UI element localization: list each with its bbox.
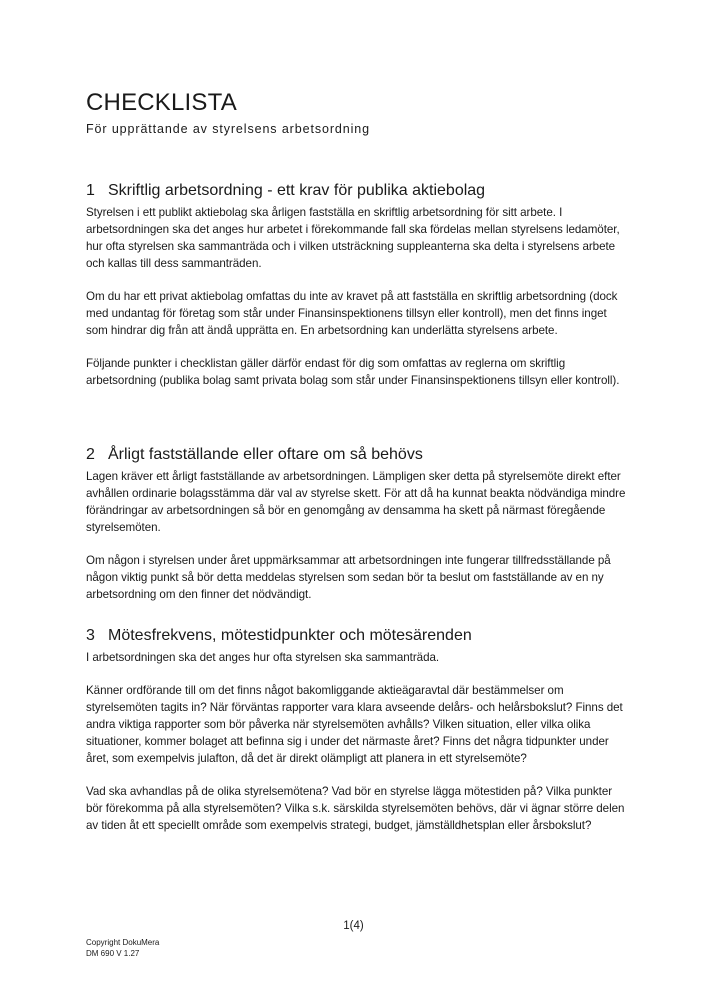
footer-copyright-block	[86, 937, 159, 959]
paragraph: Om någon i styrelsen under året uppmärksammar att arbetsordningen inte fungerar tillfredsställande på någon viktig punkt så bör detta meddelas styrelsen som sedan bör ta beslut om fastställande av en ny arbetsordning om den finner det nödvändigt.	[86, 554, 611, 601]
section-3	[86, 625, 626, 850]
paragraph: Om du har ett privat aktiebolag omfattas du inte av kravet på att fastställa en skriftlig arbetsordning (dock med undantag för företag som står under Finansinspektionens tillsyn eller kontroll), men det finns inget som hindrar dig från att ändå upprätta en. En arbetsordning kan underlätta styrelsens arbete.	[86, 290, 618, 337]
section-heading-text: Skriftlig arbetsordning - ett krav för publika aktiebolag	[108, 182, 486, 199]
paragraph: I arbetsordningen ska det anges hur ofta styrelsen ska sammanträda.	[86, 651, 440, 664]
section-heading-text: Mötesfrekvens, mötestidpunkter och mötesärenden	[108, 627, 472, 644]
document-page	[86, 88, 626, 832]
document-subtitle: För upprättande av styrelsens arbetsordning	[86, 122, 370, 136]
section-number: 3	[86, 627, 95, 644]
section-2	[86, 444, 626, 619]
section-heading	[86, 625, 626, 647]
paragraph: Följande punkter i checklistan gäller därför endast för dig som omfattas av reglerna om skriftlig arbetsordning (publika bolag samt privata bolag som står under Finansinspektionens tillsyn eller kontroll).	[86, 357, 620, 387]
section-1	[86, 180, 626, 405]
section-heading	[86, 444, 626, 466]
section-heading	[86, 180, 626, 202]
section-heading-text: Årligt fastställande eller oftare om så behövs	[108, 446, 423, 463]
document-title: CHECKLISTA	[86, 89, 237, 116]
paragraph: Vad ska avhandlas på de olika styrelsemötena? Vad bör en styrelse lägga mötestiden på? Vilka punkter bör förekomma på alla styrelsemöten? Vilka s.k. särskilda styrelsemöten behövs, där vi ägnar större delen av tiden åt ett speciellt område som exempelvis strategi, budget, jämställdhetsplan eller årsbokslut?	[86, 785, 625, 832]
paragraph: Känner ordförande till om det finns något bakomliggande aktieägaravtal där bestämmelser om styrelsemöten tagits in? När förväntas rapporter vara klara avseende delårs- och helårsbokslut? Finns det andra viktiga rapporter som bör påverka när styrelsemöten avhålls? Vilken situation, eller vilka olika situationer, kommer bolaget att befinna sig i under det närmaste året? Finns det några tidpunkter under året, som exempelvis julafton, då det är direkt olämpligt att planera in ett styrelsemöte?	[86, 684, 623, 765]
section-number: 1	[86, 182, 95, 199]
copyright-text: Copyright DokuMera	[86, 938, 160, 947]
paragraph: Lagen kräver ett årligt fastställande av arbetsordningen. Lämpligen sker detta på styrelsemöte direkt efter avhållen ordinarie bolagsstämma där val av styrelse skett. För att då ha kunnat beakta nödvändiga mindre förändringar av arbetsordningen så bör en genomgång av densamma ha skett på närmast föregående styrelsemöten.	[86, 470, 626, 534]
section-number: 2	[86, 446, 95, 463]
page-number: 1(4)	[343, 920, 364, 932]
paragraph: Styrelsen i ett publikt aktiebolag ska årligen fastställa en skriftlig arbetsordning för sitt arbete. I arbetsordningen ska det anges hur arbetet i förekommande fall ska fördelas mellan styrelsens ledamöter, hur ofta styrelsen ska sammanträda och i vilken utsträckning suppleanterna ska delta i styrelsens arbete och kallas till dess sammanträden.	[86, 206, 620, 270]
document-id: DM 690 V 1.27	[86, 949, 140, 958]
